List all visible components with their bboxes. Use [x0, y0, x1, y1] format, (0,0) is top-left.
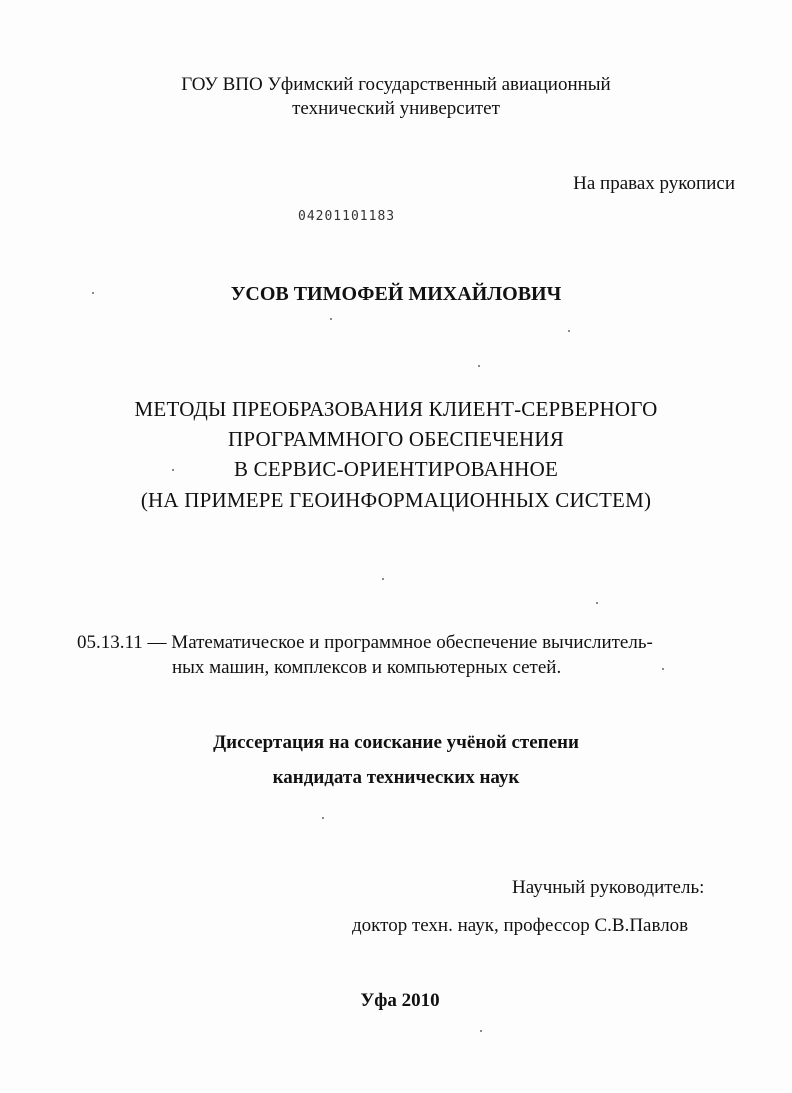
specialty-line-1: 05.13.11 — Математическое и программное обеспечение вычислитель-	[77, 632, 653, 653]
degree-line-2: кандидата технических наук	[272, 767, 520, 788]
scan-speck	[480, 1030, 482, 1032]
title-line-4: (НА ПРИМЕРЕ ГЕОИНФОРМАЦИОННЫХ СИСТЕМ)	[140, 488, 652, 512]
scan-speck	[568, 330, 570, 332]
city-year: Уфа 2010	[360, 990, 440, 1011]
scan-speck	[92, 292, 94, 294]
scan-speck	[478, 365, 480, 367]
scan-speck	[662, 668, 664, 670]
scan-speck	[322, 817, 324, 819]
institution-line-1: ГОУ ВПО Уфимский государственный авиационный	[181, 74, 611, 95]
author-name: УСОВ ТИМОФЕЙ МИХАЙЛОВИЧ	[230, 283, 562, 305]
archive-stamp-number: 04201101183	[298, 209, 396, 224]
rights-note: На правах рукописи	[573, 173, 735, 194]
title-line-1: МЕТОДЫ ПРЕОБРАЗОВАНИЯ КЛИЕНТ-СЕРВЕРНОГО	[134, 397, 658, 421]
supervisor-name: доктор техн. наук, профессор С.В.Павлов	[352, 915, 689, 936]
scan-speck	[382, 578, 384, 580]
scan-speck	[172, 469, 174, 471]
title-line-2: ПРОГРАММНОГО ОБЕСПЕЧЕНИЯ	[228, 427, 564, 451]
specialty-line-2: ных машин, комплексов и компьютерных сетей.	[172, 657, 562, 678]
institution-line-2: технический университет	[292, 98, 500, 119]
supervisor-label: Научный руководитель:	[512, 877, 705, 898]
scan-speck	[330, 318, 332, 320]
title-line-3: В СЕРВИС-ОРИЕНТИРОВАННОЕ	[233, 457, 558, 481]
degree-line-1: Диссертация на соискание учёной степени	[213, 732, 579, 753]
scan-speck	[596, 602, 598, 604]
